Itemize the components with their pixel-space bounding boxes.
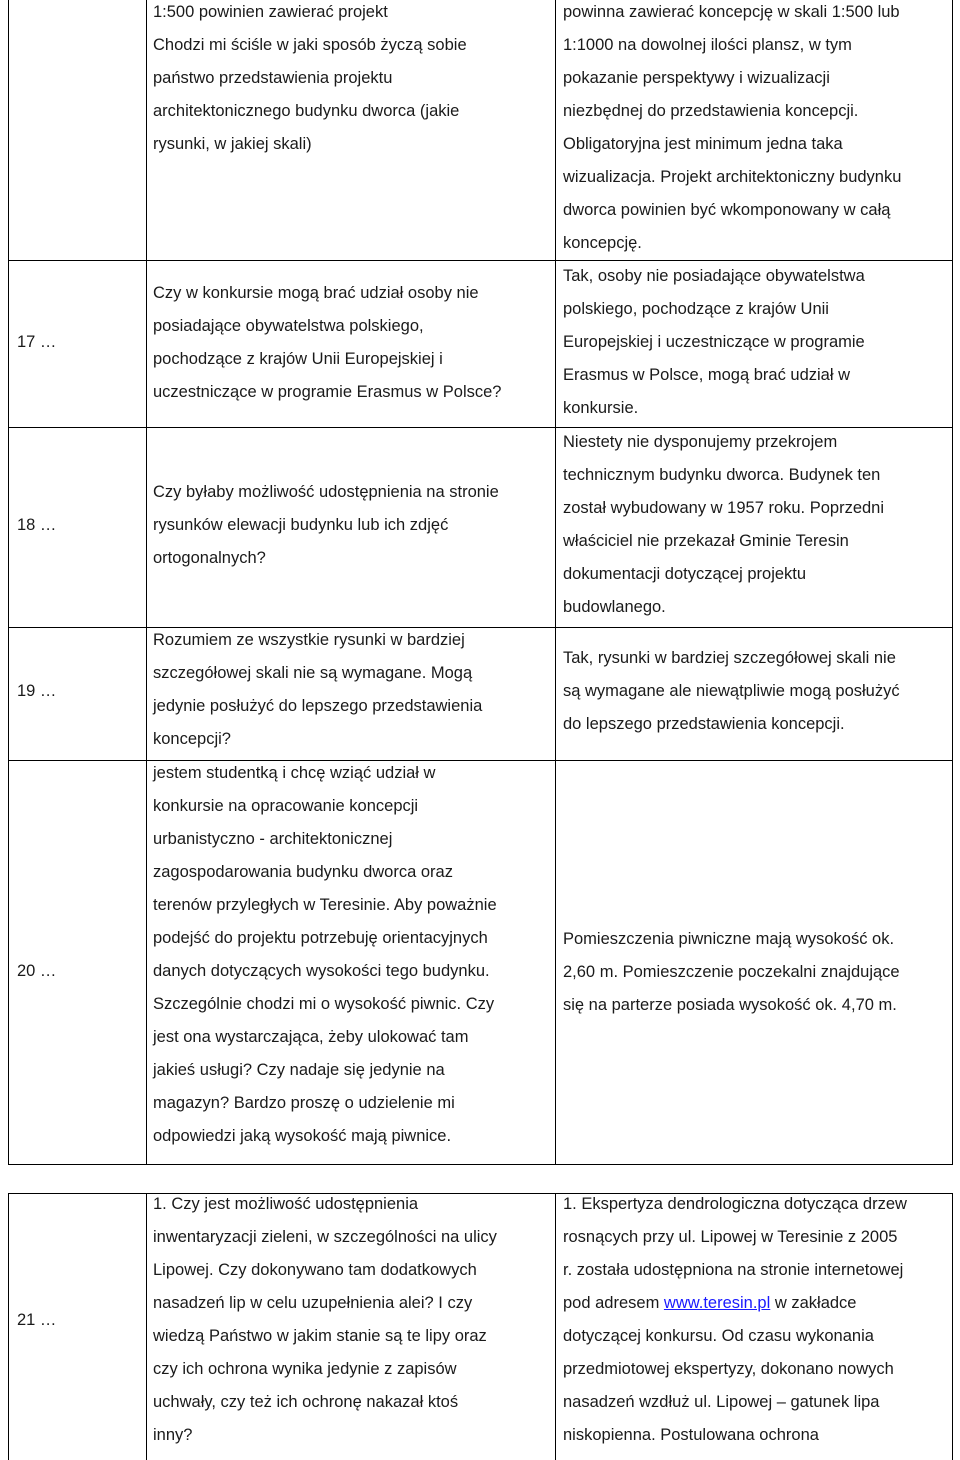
- table-border-left: [8, 1193, 9, 1460]
- answer-text: powinna zawierać koncepcję w skali 1:500 lub 1:1000 na dowolnej ilości plansz, w tym pokazanie perspektywy i wizualizacji niezbędnej do przedstawienia koncepcji. Obligatoryjna jest minimum jedna taka wizualizacja. Projekt architektoniczny budynku dworca powinien być wkomponowany w całą koncepcję.: [563, 3, 902, 252]
- question-text: 1. Czy jest możliwość udostępnienia inwentaryzacji zieleni, w szczególności na ulicy Lipowej. Czy dokonywano tam dodatkowych nasadzeń lip w celu uzupełnienia alei? I czy wiedzą Państwo w jakim stanie są te lipy oraz czy ich ochrona wynika jedynie z zapisów uchwały, czy też ich ochronę nakazał ktoś inny?: [153, 1195, 497, 1444]
- row-number: 20 …: [17, 962, 57, 980]
- table-border-right: [952, 0, 953, 1165]
- table-border-right: [952, 1193, 953, 1460]
- row-number: 18 …: [17, 516, 57, 534]
- question-text: 1:500 powinien zawierać projekt Chodzi mi ściśle w jaki sposób życzą sobie państwo przedstawienia projektu architektonicznego budynku dworca (jakie rysunki, w jakiej skali): [153, 3, 467, 153]
- row-number: 19 …: [17, 682, 57, 700]
- column-divider: [146, 1193, 147, 1460]
- question-text: Czy byłaby możliwość udostępnienia na stronie rysunków elewacji budynku lub ich zdjęć ortogonalnych?: [153, 483, 499, 567]
- question-text: Rozumiem ze wszystkie rysunki w bardziej szczegółowej skali nie są wymagane. Mogą jedynie posłużyć do lepszego przedstawienia koncepcji?: [153, 631, 483, 748]
- column-divider: [555, 0, 556, 1165]
- teresin-website-link[interactable]: www.teresin.pl: [663, 1294, 771, 1312]
- answer-text: Tak, rysunki w bardziej szczegółowej skali nie są wymagane ale niewątpliwie mogą posłużyć do lepszego przedstawienia koncepcji.: [563, 649, 900, 733]
- answer-text: Pomieszczenia piwniczne mają wysokość ok. 2,60 m. Pomieszczenie poczekalni znajdujące się na parterze posiada wysokość ok. 4,70 m.: [563, 930, 900, 1014]
- column-divider: [555, 1193, 556, 1460]
- answer-text: Niestety nie dysponujemy przekrojem technicznym budynku dworca. Budynek ten został wybudowany w 1957 roku. Poprzedni właściciel nie przekazał Gminie Teresin dokumentacji dotyczącej projektu budowlanego.: [563, 433, 885, 616]
- answer-text: Tak, osoby nie posiadające obywatelstwa polskiego, pochodzące z krajów Unii Europejskiej i uczestniczące w programie Erasmus w Polsce, mogą brać udział w konkursie.: [563, 267, 865, 417]
- row-number: 17 …: [17, 333, 57, 351]
- row-number: 21 …: [17, 1311, 57, 1329]
- table-border-bottom: [8, 1164, 953, 1165]
- table-border-left: [8, 0, 9, 1165]
- question-text: Czy w konkursie mogą brać udział osoby nie posiadające obywatelstwa polskiego, pochodzące z krajów Unii Europejskiej i uczestniczące w programie Erasmus w Polsce?: [153, 284, 502, 401]
- answer-text: 1. Ekspertyza dendrologiczna dotycząca drzew rosnących przy ul. Lipowej w Teresinie z 2005 r. została udostępniona na stronie internetowej pod adresem www.teresin.pl w zakładce dotyczącej konkursu. Od czasu wykonania przedmiotowej ekspertyzy, dokonano nowych nasadzeń wzdłuż ul. Lipowej – gatunek lipa niskopienna. Postulowana ochrona: [563, 1195, 907, 1444]
- question-text: jestem studentką i chcę wziąć udział w konkursie na opracowanie koncepcji urbanistyczno - architektonicznej zagospodarowania budynku dworca oraz terenów przyległych w Teresinie. Aby poważnie podejść do projektu potrzebuję orientacyjnych danych dotyczących wysokości tego budynku. Szczególnie chodzi mi o wysokość piwnic. Czy jest ona wystarczająca, żeby ulokować tam jakieś usługi? Czy nadaje się jedynie na magazyn? Bardzo proszę o udzielenie mi odpowiedzi jaką wysokość mają piwnice.: [153, 764, 497, 1145]
- column-divider: [146, 0, 147, 1165]
